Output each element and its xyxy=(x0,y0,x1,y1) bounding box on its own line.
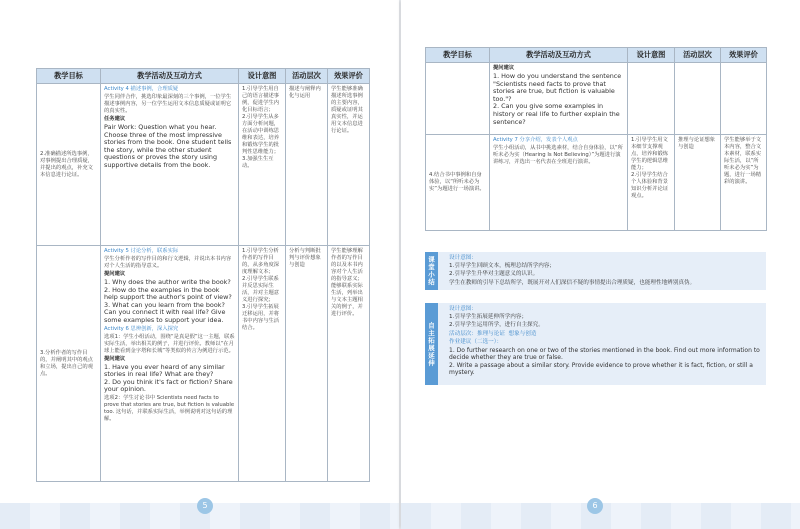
paragraph: 作业建议（二选一）： xyxy=(449,338,503,345)
table-row xyxy=(37,84,370,246)
paragraph: Activity 7 分享介绍，发表个人观点 xyxy=(493,137,578,143)
paragraph: 选项1：学生小组活动，围绕“是真是假”这一主题，联系实际生活，举出相关的例子，并进行评价。教师以“在月球上能看到金字塔和长城”等类似的传言为例进行示范。 xyxy=(104,333,235,354)
lesson-table-page-5 xyxy=(36,68,370,482)
paragraph: 设计意图： xyxy=(449,306,477,312)
paragraph: 任务建议 xyxy=(104,116,126,122)
table-header-row xyxy=(37,69,370,84)
paragraph: 1.引导学生回顾文本，梳理总结所学内容； xyxy=(449,263,556,270)
level-cell: 推理与论证想象与创造 xyxy=(675,135,721,231)
paragraph: 1.引导学生拓展延伸所学内容； xyxy=(449,314,528,321)
header-activity: 教学活动及互动方式 xyxy=(490,48,628,63)
header-eval: 效果评价 xyxy=(721,48,767,63)
goal-cell: 4.结合书中事例和自身体验，以“所听未必为实”为题进行一场演讲。 xyxy=(426,135,490,231)
paragraph: Activity 4 描述事例，合理质疑 xyxy=(104,86,179,92)
activity-cell xyxy=(490,63,628,135)
paragraph: 1. Have you ever heard of any similar stories in real life? What are they? 2. Do you think it's fact or fiction? Share your opinion. xyxy=(104,362,233,394)
goal-cell: 3.分析作者的写作目的，并阐明其中的观点和立场，提出自己的观点。 xyxy=(37,246,101,482)
intent-cell: 1.引导学生分析作者的写作目的，从多角度深度理解文本； 2.引导学生联系并反思实际生活，并对主题意义进行探究； 3.引导学生拓展迁移运用，并将书中内容与生活结合。 xyxy=(239,246,286,482)
homework-box xyxy=(425,303,766,385)
lesson-table-page-6 xyxy=(425,47,767,231)
summary-body xyxy=(445,252,766,291)
level-cell xyxy=(675,63,721,135)
table-row xyxy=(37,246,370,482)
intent-cell xyxy=(628,63,675,135)
header-level: 活动层次 xyxy=(675,48,721,63)
table-row xyxy=(426,63,767,135)
header-goal: 教学目标 xyxy=(37,69,101,84)
eval-cell: 学生能够举于文本内容，整合文本素材，联系实际生活，以“所听未必为实”为题，进行一场精彩的演讲。 xyxy=(721,135,767,231)
goal-cell: 2.准确描述所选事例，对事例提出合理质疑，并提出的观点，补充文本信息进行论证。 xyxy=(37,84,101,246)
class-summary-box xyxy=(425,252,766,290)
activity-cell xyxy=(101,246,239,482)
homework-body xyxy=(445,303,766,381)
paragraph: Activity 6 思辨创新，深入探究 xyxy=(104,325,179,332)
paragraph: Pair Work: Question what you hear. Choose three of the most impressive stories from the book. One student tells the story, while the other student questions or proves the story using supportive details from the book. xyxy=(104,123,234,169)
header-eval: 效果评价 xyxy=(328,69,370,84)
paragraph: 活动层次：推理与论证 想象与创造 xyxy=(449,330,537,337)
summary-label: 课堂小结 xyxy=(425,252,438,290)
paragraph: Activity 5 讨论分析，联系实际 xyxy=(104,248,179,254)
header-intent: 设计意图 xyxy=(239,69,286,84)
page-number: 6 xyxy=(587,498,603,514)
level-cell: 描述与阐释内化与运用 xyxy=(286,84,328,246)
paragraph: 提问建议 xyxy=(493,65,515,71)
paragraph: 1. Do further research on one or two of the stories mentioned in the book. Find out more information to decide whether they are true or false. 2. Write a passage about a similar story. Provide evidence to prove whether it is fact, fiction, or still a mystery. xyxy=(449,347,760,377)
eval-cell: 学生能够准确描述所选事例的主要内容，质疑或证明其真实性，并运用文本信息进行论证。 xyxy=(328,84,370,246)
paragraph: 学生同伴合作，挑选印象最深刻的三个事例，一位学生描述事例内容，另一位学生运用文本信息质疑或证明它的真实性。 xyxy=(104,94,232,114)
table-row xyxy=(426,135,767,231)
paragraph: 学生分析作者的写作目的和行文逻辑，并说出本书内容对个人生活的指导意义。 xyxy=(104,256,232,269)
intent-cell: 1.引导学生用文本细节支撑观点，培养和锻炼学生的逻辑思维能力； 2.引导学生结合个人体验和背景知识分析并论证观点。 xyxy=(628,135,675,231)
activity-cell xyxy=(490,135,628,231)
paragraph: 提问建议 xyxy=(104,271,126,277)
homework-label: 自主拓展延伸 xyxy=(425,303,438,385)
eval-cell xyxy=(721,63,767,135)
activity-cell xyxy=(101,84,239,246)
goal-cell xyxy=(426,63,490,135)
paragraph: 2.引导学生运用所学，进行自主探究。 xyxy=(449,322,544,329)
header-activity: 教学活动及互动方式 xyxy=(101,69,239,84)
eval-cell: 学生能够理解作者的写作目的以及本书内容对个人生活的指导意义；能够联系实际生活，列举出与文本主题相关的例子，并进行评价。 xyxy=(328,246,370,482)
page-number: 5 xyxy=(197,498,213,514)
paragraph: 1. How do you understand the sentence "Scientists need facts to prove that stories are true, but fiction is valuable too."? 2. Can you give some examples in history or real life to further explain the sentence? xyxy=(493,72,622,126)
paragraph: 提问建议 xyxy=(104,355,126,362)
level-cell: 分析与判断批判与评价想象与创造 xyxy=(286,246,328,482)
paragraph: 学生小组活动，从书中挑选素材，结合自身体验，以“所听未必为实（Hearing Is Not Believing）”为题进行演讲练习，并选出一名代表在全班进行演讲。 xyxy=(493,145,623,165)
header-level: 活动层次 xyxy=(286,69,328,84)
paragraph: 学生在教师的引导下总结所学，既展开对人们深信不疑的事情提出合理质疑，也能理性地辨别真伪。 xyxy=(449,279,696,286)
header-goal: 教学目标 xyxy=(426,48,490,63)
paragraph: 设计意图： xyxy=(449,255,477,261)
intent-cell: 1.引导学生用自己的语言描述事例，促进学生内化目标语言； 2.引导学生从多方面分析问题，在活动中训练思维和表达，培养和锻炼学生的批判性思维能力； 3.加强生生互动。 xyxy=(239,84,286,246)
header-intent: 设计意图 xyxy=(628,48,675,63)
page-5 xyxy=(0,0,399,529)
paragraph: 选项2：学生讨论书中 Scientists need facts to prove that stories are true, but fiction is valuable too. 这句话，并联系实际生活，举例说明对这句话的理解。 xyxy=(104,394,236,422)
paragraph: 2.引导学生升华对主题意义的认识。 xyxy=(449,271,539,278)
table-header-row xyxy=(426,48,767,63)
paragraph: 1. Why does the author write the book? 2. How do the examples in the book help support the author's point of view? 3. What can you learn from the book? Can you connect it with real life? Give some examples to support your idea. xyxy=(104,278,232,324)
